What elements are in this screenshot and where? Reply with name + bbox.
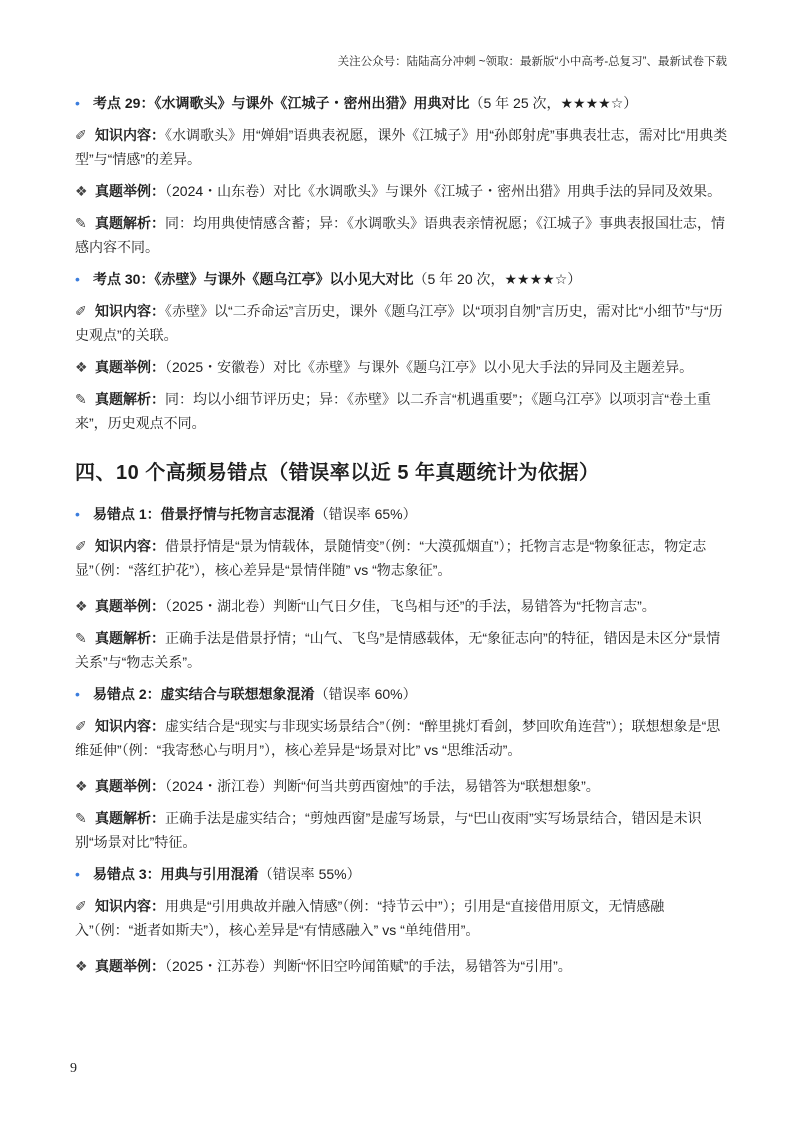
knowledge-label: 知识内容： (95, 538, 165, 554)
item-meta: （5 年 25 次，★★★★☆） (469, 95, 638, 111)
diamond-icon: ❖ (75, 359, 88, 375)
page-number: 9 (70, 1061, 77, 1076)
knowledge-row (75, 123, 728, 171)
error-point-1 (75, 502, 728, 674)
pencil-icon: ✐ (75, 127, 87, 143)
item-meta: （错误率 55%） (258, 866, 361, 882)
item-heading (75, 91, 728, 115)
knowledge-label: 知识内容： (95, 718, 165, 734)
pencil-icon: ✐ (75, 538, 87, 554)
knowledge-text: 《水调歌头》用“婵娟”语典表祝愿，课外《江城子》用“孙郎射虎”事典表壮志，需对比“用典类型”与“情感”的差异。 (75, 127, 728, 167)
diamond-icon: ❖ (75, 778, 88, 794)
example-text: （2025・江苏卷）判断“怀旧空吟闻笛赋”的手法，易错答为“引用”。 (165, 958, 572, 974)
analysis-text: 正确手法是借景抒情；“山气、飞鸟”是情感载体，无“象征志向”的特征，错因是未区分“景情关系”与“物志关系”。 (75, 630, 721, 670)
knowledge-text: 《赤壁》以“二乔命运”言历史，课外《题乌江亭》以“项羽自刎”言历史，需对比“小细节”与“历史观点”的关联。 (75, 303, 723, 343)
item-title: 易错点 1：借景抒情与托物言志混淆 (93, 506, 315, 522)
pen-icon: ✎ (75, 391, 87, 407)
knowledge-row (75, 894, 728, 942)
example-text: （2024・山东卷）对比《水调歌头》与课外《江城子・密州出猎》用典手法的异同及效果。 (165, 183, 722, 199)
pencil-icon: ✐ (75, 898, 87, 914)
item-meta: （错误率 60%） (314, 686, 417, 702)
bullet-icon: • (75, 866, 80, 882)
example-text: （2025・安徽卷）对比《赤壁》与课外《题乌江亭》以小见大手法的异同及主题差异。 (165, 359, 694, 375)
header-notice: 关注公众号：陆陆高分冲刺 ~领取：最新版“小中高考-总复习”、最新试卷下载 (337, 56, 727, 68)
example-row (75, 774, 728, 798)
example-label: 真题举例： (95, 958, 165, 974)
example-row (75, 355, 728, 379)
analysis-label: 真题解析： (95, 215, 165, 231)
bullet-icon: • (75, 506, 80, 522)
example-row (75, 954, 728, 978)
knowledge-row (75, 714, 728, 762)
pencil-icon: ✐ (75, 718, 87, 734)
analysis-row (75, 626, 728, 674)
analysis-label: 真题解析： (95, 630, 165, 646)
analysis-row (75, 806, 728, 854)
analysis-row (75, 211, 728, 259)
knowledge-label: 知识内容： (95, 303, 165, 319)
example-text: （2024・浙江卷）判断“何当共剪西窗烛”的手法，易错答为“联想想象”。 (165, 778, 600, 794)
error-point-3 (75, 862, 728, 978)
item-title: 考点 29：《水调歌头》与课外《江城子・密州出猎》用典对比 (93, 95, 470, 111)
section-heading: 四、10 个高频易错点（错误率以近 5 年真题统计为依据） (75, 462, 600, 484)
example-row (75, 594, 728, 618)
analysis-text: 同：均用典使情感含蓄；异：《水调歌头》语典表亲情祝愿；《江城子》事典表报国壮志，情感内容不同。 (75, 215, 725, 255)
example-row (75, 179, 728, 203)
analysis-text: 同：均以小细节评历史；异：《赤壁》以二乔言“机遇重要”；《题乌江亭》以项羽言“卷土重来”，历史观点不同。 (75, 391, 711, 431)
pencil-icon: ✐ (75, 303, 87, 319)
item-meta: （5 年 20 次，★★★★☆） (413, 271, 582, 287)
bullet-icon: • (75, 95, 80, 111)
page-content (75, 91, 728, 986)
item-title: 易错点 2：虚实结合与联想想象混淆 (93, 686, 315, 702)
pen-icon: ✎ (75, 215, 87, 231)
item-heading (75, 682, 728, 706)
knowledge-row (75, 299, 728, 347)
exam-point-30 (75, 267, 728, 435)
error-point-2 (75, 682, 728, 854)
analysis-text: 正确手法是虚实结合；“剪烛西窗”是虚写场景，与“巴山夜雨”实写场景结合，错因是未识别“场景对比”特征。 (75, 810, 702, 850)
example-label: 真题举例： (95, 778, 165, 794)
diamond-icon: ❖ (75, 183, 88, 199)
bullet-icon: • (75, 271, 80, 287)
knowledge-text: 虚实结合是“现实与非现实场景结合”（例：“醉里挑灯看剑，梦回吹角连营”）；联想想象是“思维延伸”（例：“我寄愁心与明月”），核心差异是“场景对比” vs “思维活动”。 (75, 718, 721, 758)
analysis-label: 真题解析： (95, 391, 165, 407)
diamond-icon: ❖ (75, 598, 88, 614)
pen-icon: ✎ (75, 630, 87, 646)
item-heading (75, 502, 728, 526)
item-heading (75, 862, 728, 886)
example-label: 真题举例： (95, 598, 165, 614)
diamond-icon: ❖ (75, 958, 88, 974)
knowledge-label: 知识内容： (95, 127, 165, 143)
item-title: 考点 30：《赤壁》与课外《题乌江亭》以小见大对比 (93, 271, 414, 287)
knowledge-row (75, 534, 728, 582)
example-label: 真题举例： (95, 183, 165, 199)
exam-point-29 (75, 91, 728, 259)
pen-icon: ✎ (75, 810, 87, 826)
knowledge-text: 用典是“引用典故并融入情感”（例：“持节云中”）；引用是“直接借用原文，无情感融入”（例：“逝者如斯夫”），核心差异是“有情感融入” vs “单纯借用”。 (75, 898, 665, 938)
analysis-label: 真题解析： (95, 810, 165, 826)
item-heading (75, 267, 728, 291)
item-meta: （错误率 65%） (314, 506, 417, 522)
analysis-row (75, 387, 728, 435)
knowledge-label: 知识内容： (95, 898, 165, 914)
example-label: 真题举例： (95, 359, 165, 375)
bullet-icon: • (75, 686, 80, 702)
item-title: 易错点 3：用典与引用混淆 (93, 866, 259, 882)
example-text: （2025・湖北卷）判断“山气日夕佳，飞鸟相与还”的手法，易错答为“托物言志”。 (165, 598, 656, 614)
knowledge-text: 借景抒情是“景为情载体，景随情变”（例：“大漠孤烟直”）；托物言志是“物象征志，物定志显”（例：“落红护花”），核心差异是“景情伴随” vs “物志象征”。 (75, 538, 707, 578)
